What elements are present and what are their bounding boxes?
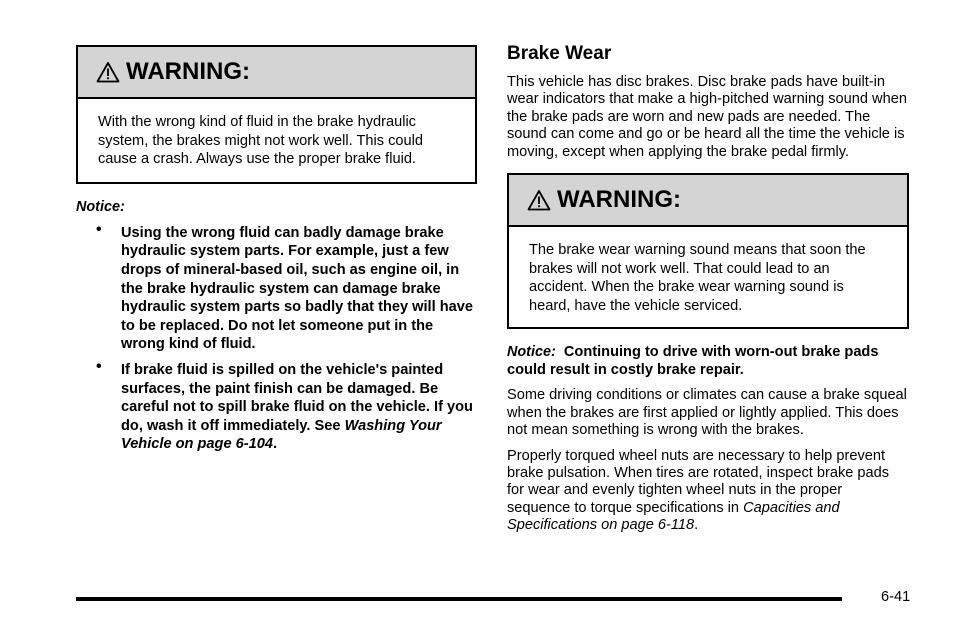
torque-paragraph xyxy=(507,448,909,535)
right-notice xyxy=(507,343,909,379)
list-item xyxy=(76,220,477,354)
fluid-warning-box xyxy=(76,45,477,184)
squeal-paragraph: Some driving conditions or climates can cause a brake squeal when the brakes are first applied or lightly applied. This does not mean something is wrong with the brakes. xyxy=(507,387,907,439)
bullet-text: Using the wrong fluid can badly damage brake hydraulic system parts. For example, just a few drops of mineral-based oil, such as engine oil, in the brake hydraulic system can damage brake hydraulic system parts so badly that they will have to be replaced. Do not let someone put in the wrong kind of fluid. xyxy=(121,224,473,353)
bullet-icon: • xyxy=(96,357,102,375)
left-column xyxy=(76,45,477,461)
torque-tail: . xyxy=(694,517,699,534)
cross-reference-link[interactable]: Washing Your Vehicle on page 6-104 xyxy=(121,417,442,453)
bullet-text: If brake fluid is spilled on the vehicle's painted surfaces, the paint finish can be damaged. Be careful not to spill brake fluid on the vehicle. If you do, wash it off immediately. See xyxy=(121,361,473,434)
notice-label: Notice: xyxy=(76,198,125,215)
right-column xyxy=(507,42,909,535)
intro-paragraph: This vehicle has disc brakes. Disc brake pads have built-in wear indicators that make a high-pitched warning sound when the brake pads are worn and new pads are needed. The sound can come and go or be heard all the time the vehicle is moving, except when applying the brake pedal firmly. xyxy=(507,74,907,160)
notice-block xyxy=(76,199,477,454)
brake-wear-warning-header xyxy=(509,175,907,227)
notice-bullet-list xyxy=(76,220,477,454)
page-number: 6-41 xyxy=(881,589,911,605)
bullet-icon: • xyxy=(96,220,102,238)
cross-reference-link[interactable]: Capacities and Specifications on page 6-118 xyxy=(507,499,840,534)
warning-text: The brake wear warning sound means that soon the brakes will not work well. That could lead to an accident. When the brake wear warning sound is heard, have the vehicle serviced. xyxy=(529,242,866,314)
warning-title: WARNING: xyxy=(126,58,250,85)
notice-label: Notice: xyxy=(507,344,556,361)
brake-wear-warning-box xyxy=(507,173,909,329)
bullet-tail: . xyxy=(272,436,278,453)
torque-text: Properly torqued wheel nuts are necessary to help prevent brake pulsation. When tires are rotated, inspect brake pads for wear and evenly tighten wheel nuts in the proper sequence to torque specifications in xyxy=(507,447,890,516)
warning-text: With the wrong kind of fluid in the brake hydraulic system, the brakes might not work well. This could cause a crash. Always use the proper brake fluid. xyxy=(98,114,423,168)
warning-title: WARNING: xyxy=(557,186,681,214)
notice-text: Continuing to drive with worn-out brake pads could result in costly brake repair. xyxy=(507,344,879,379)
section-title: Brake Wear xyxy=(507,43,612,64)
footer-rule xyxy=(76,597,842,601)
warning-triangle-icon xyxy=(527,189,551,211)
list-item xyxy=(76,357,477,454)
fluid-warning-header xyxy=(78,47,475,99)
warning-triangle-icon xyxy=(96,61,120,83)
